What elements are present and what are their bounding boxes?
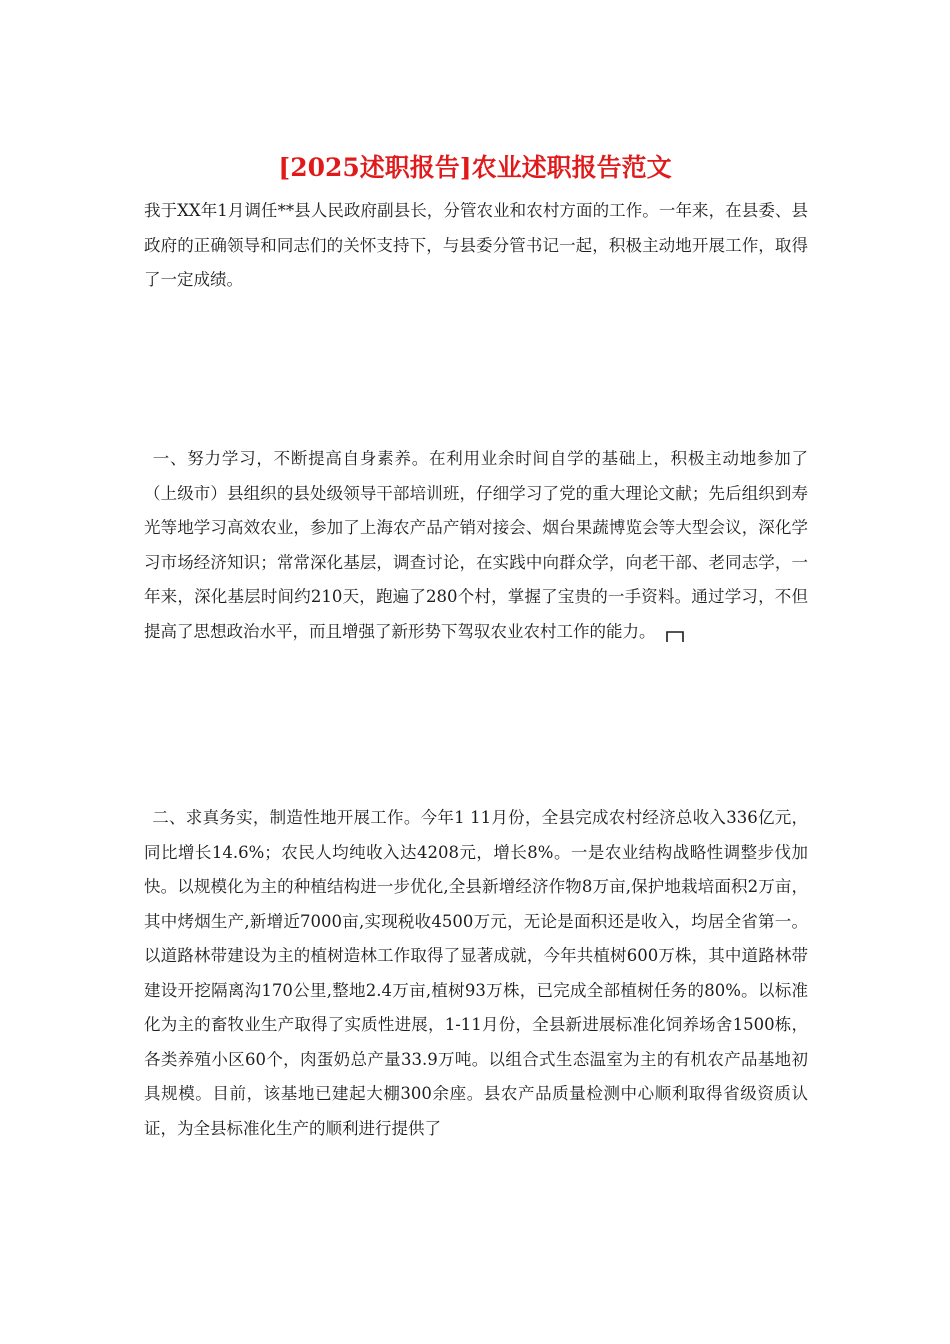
section-one-block — [144, 442, 808, 655]
bracket-mark-icon — [666, 621, 684, 656]
section-two-block — [144, 801, 808, 1146]
intro-paragraph: 我于XX年1月调任**县人民政府副县长，分管农业和农村方面的工作。一年来，在县委、县政府的正确领导和同志们的关怀支持下，与县委分管书记一起，积极主动地开展工作，取得了一定成绩。 — [144, 201, 808, 289]
section-two-paragraph: 二、求真务实，制造性地开展工作。今年1 11月份，全县完成农村经济总收入336亿元，同比增长14.6%；农民人均纯收入达4208元，增长8%。一是农业结构战略性调整步伐加快。以规模化为主的种植结构进一步优化,全县新增经济作物8万亩,保护地栽培面积2万亩，其中烤烟生产,新增近7000亩,实现税收4500万元，无论是面积还是收入，均居全省第一。以道路林带建设为主的植树造林工作取得了显著成就，今年共植树600万株，其中道路林带建设开挖隔离沟170公里,整地2.4万亩,植树93万株，已完成全部植树任务的80%。以标准化为主的畜牧业生产取得了实质性进展，1-11月份，全县新进展标准化饲养场舍1500栋，各类养殖小区60个，肉蛋奶总产量33.9万吨。以组合式生态温室为主的有机农产品基地初具规模。目前，该基地已建起大棚300余座。县农产品质量检测中心顺利取得省级资质认证，为全县标准化生产的顺利进行提供了 — [144, 808, 808, 1138]
document-title: [2025述职报告]农业述职报告范文 — [278, 153, 672, 182]
section-one-paragraph: 一、努力学习，不断提高自身素养。在利用业余时间自学的基础上，积极主动地参加了（上级市）县组织的县处级领导干部培训班，仔细学习了党的重大理论文献；先后组织到寿光等地学习高效农业，参加了上海农产品产销对接会、烟台果蔬博览会等大型会议，深化学习市场经济知识；常常深化基层，调查讨论，在实践中向群众学，向老干部、老同志学，一年来，深化基层时间约210天，跑遍了280个村，掌握了宝贵的一手资料。通过学习，不但提高了思想政治水平，而且增强了新形势下驾驭农业农村工作的能力。 — [144, 449, 808, 641]
